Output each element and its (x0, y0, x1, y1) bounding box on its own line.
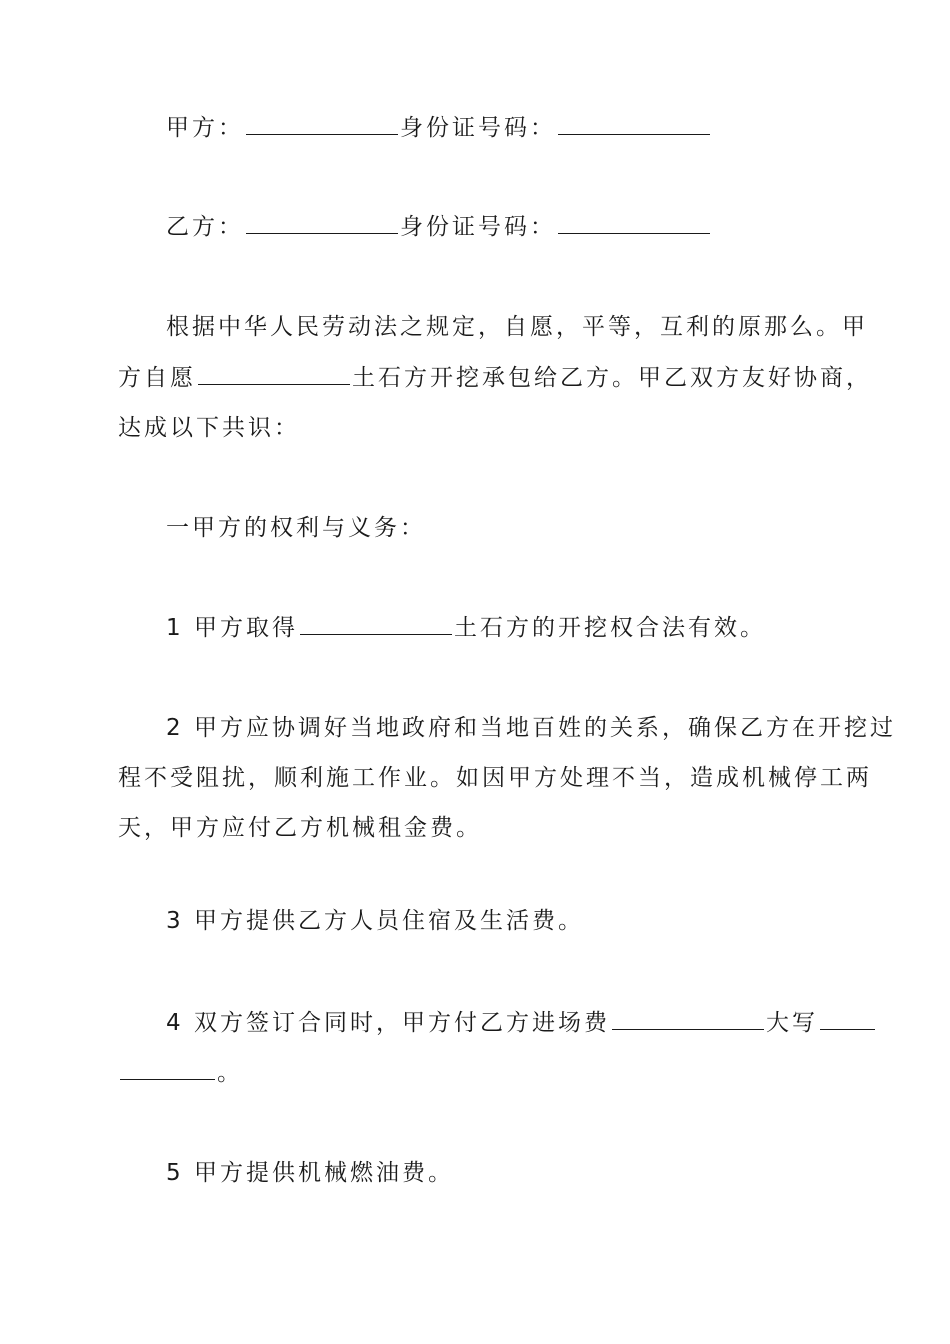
entry-fee-blank (612, 1007, 764, 1030)
project-name-blank (198, 362, 350, 385)
intro-line-3: 达成以下共识： (118, 415, 300, 441)
item-2-line-2: 程不受阻扰，顺利施工作业。如因甲方处理不当，造成机械停工两 (118, 765, 872, 791)
intro-line-2-end: 土石方开挖承包给乙方。甲乙双方友好协商， (352, 365, 872, 391)
capital-amount-blank-end (120, 1057, 215, 1080)
item-4-start: 4 双方签订合同时，甲方付乙方进场费 (166, 1010, 610, 1036)
party-b-line (166, 204, 886, 250)
item-4-end: 。 (217, 1060, 243, 1086)
item-4-line-1 (166, 1000, 886, 1046)
item-4-capital-label: 大写 (765, 1010, 818, 1036)
item-3: 3 甲方提供乙方人员住宿及生活费。 (166, 908, 584, 934)
party-b-id-blank (558, 211, 710, 234)
item-1-end: 土石方的开挖权合法有效。 (453, 615, 766, 641)
intro-line-1: 根据中华人民劳动法之规定，自愿，平等，互利的原那么。甲 (166, 314, 868, 340)
item-4-line-2 (118, 1050, 838, 1096)
item-1-start: 1 甲方取得 (166, 615, 298, 641)
party-a-id-label: 身份证号码： (400, 115, 556, 141)
item-1-blank (300, 612, 452, 635)
party-a-line (166, 105, 886, 151)
item-2-line-1: 2 甲方应协调好当地政府和当地百姓的关系，确保乙方在开挖过 (166, 715, 896, 741)
item-2-line-3: 天，甲方应付乙方机械租金费。 (118, 815, 482, 841)
party-b-name-blank (246, 211, 398, 234)
item-5: 5 甲方提供机械燃油费。 (166, 1160, 454, 1186)
intro-line-2 (118, 355, 872, 401)
party-a-label: 甲方： (166, 115, 244, 141)
intro-line-2-start: 方自愿 (118, 365, 196, 391)
party-a-id-blank (558, 112, 710, 135)
party-b-id-label: 身份证号码： (400, 214, 556, 240)
section-1-title: 一甲方的权利与义务： (166, 515, 426, 541)
party-a-name-blank (246, 112, 398, 135)
item-1 (166, 605, 886, 651)
party-b-label: 乙方： (166, 214, 244, 240)
capital-amount-blank-start (820, 1007, 875, 1030)
